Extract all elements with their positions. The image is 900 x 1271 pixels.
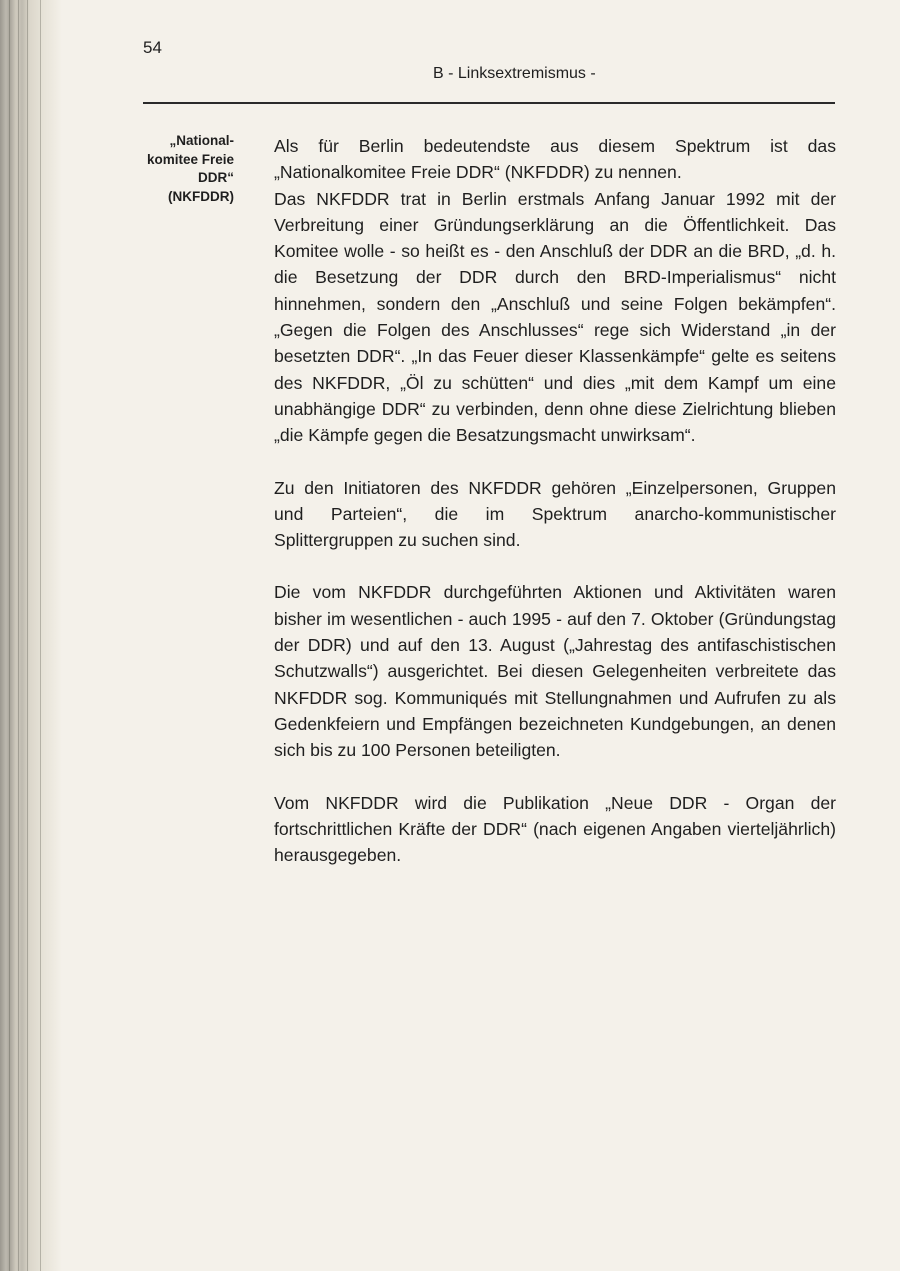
- margin-note-line: „National-: [169, 133, 234, 148]
- body-text: [274, 133, 836, 868]
- margin-note-line: DDR“: [198, 170, 234, 185]
- paragraph: Das NKFDDR trat in Berlin erstmals Anfang Januar 1992 mit der Verbreitung einer Gründungserklärung an die Öffentlichkeit. Das Komitee wolle - so heißt es - den Anschluß der DDR an die BRD, „d. h. die Besetzung der DDR durch den BRD-Imperialismus“ nicht hinnehmen, sondern den „Anschluß und seine Folgen bekämpfen“. „Gegen die Folgen des Anschlusses“ rege sich Widerstand „in der besetzten DDR“. „In das Feuer dieser Klassenkämpfe“ gelte es seitens des NKFDDR, „Öl zu schütten“ und dies „mit dem Kampf um eine unabhängige DDR“ zu verbinden, denn ohne diese Zielrichtung blieben „die Kämpfe gegen die Besatzungsmacht unwirksam“.: [274, 188, 836, 446]
- binding-line: [40, 0, 41, 1271]
- margin-note: [132, 132, 234, 206]
- paragraph: Die vom NKFDDR durchgeführten Aktionen und Aktivitäten waren bisher im wesentlichen - auch 1995 - auf den 7. Oktober (Gründungstag der DDR) und auf den 13. August („Jahrestag des antifaschistischen Schutzwalls“) ausgerichtet. Bei diesen Gelegenheiten verbreitete das NKFDDR sog. Kommuniqués mit Stellungnahmen und Aufrufen zu als Gedenkfeiern und Empfängen bezeichneten Kundgebungen, an denen sich bis zu 100 Personen beteiligten.: [274, 582, 836, 761]
- binding-line: [9, 0, 10, 1271]
- binding-line: [27, 0, 28, 1271]
- paragraph: Als für Berlin bedeutendste aus diesem Spektrum ist das „Nationalkomitee Freie DDR“ (NKFDDR) zu nennen.: [274, 136, 836, 183]
- margin-note-line: komitee Freie: [146, 151, 234, 167]
- running-head: B - Linksextremismus -: [433, 65, 596, 82]
- paragraph: Zu den Initiatoren des NKFDDR gehören „Einzelpersonen, Gruppen und Parteien“, die im Spektrum anarcho-kommunistischer Splittergruppen zu suchen sind.: [274, 477, 836, 551]
- paragraph: Vom NKFDDR wird die Publikation „Neue DDR - Organ der fortschrittlichen Kräfte der DDR“ (nach eigenen Angaben vierteljährlich) herausgegeben.: [274, 792, 836, 866]
- binding-line: [18, 0, 19, 1271]
- margin-note-line: (NKFDDR): [168, 188, 234, 204]
- page-number: 54: [143, 38, 162, 57]
- header-rule: [143, 102, 835, 104]
